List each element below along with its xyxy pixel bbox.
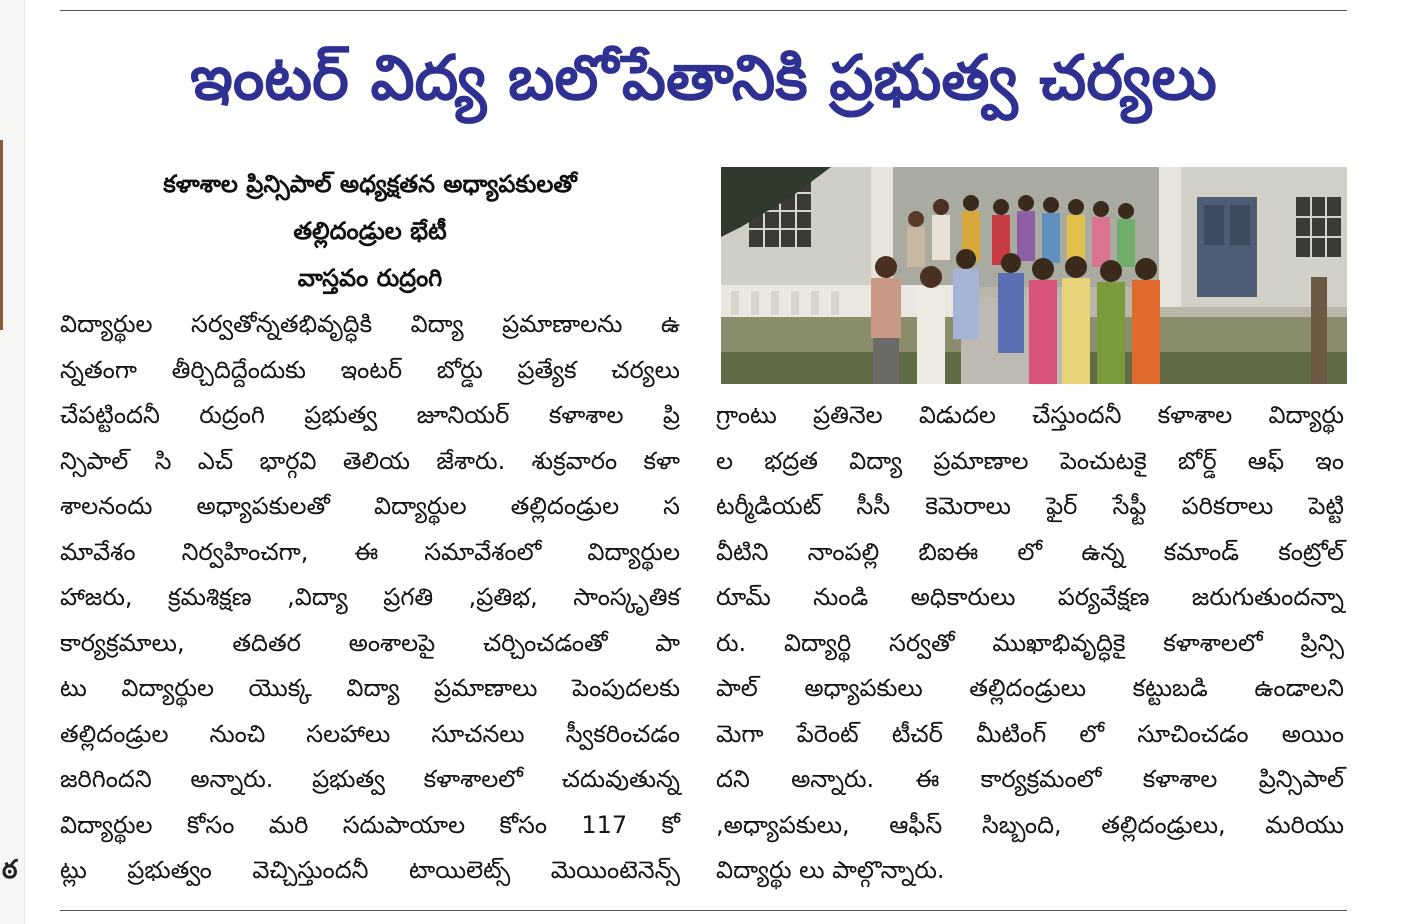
body-line: విద్యార్థుల సర్వతోన్నతభివృద్ధికి విద్యా ప్రమాణాలను ఉ xyxy=(60,310,680,338)
body-line: న్నతంగా తీర్చిదిద్దేందుకు ఇంటర్ బోర్డు ప్రత్యేక చర్యలు xyxy=(60,355,680,384)
body-line: చేపట్టిందనీ రుద్రంగి ప్రభుత్వ జూనియర్ కళాశాల ప్రి xyxy=(60,401,680,429)
body-line: శాలనందు అధ్యాపకులతో విద్యార్థుల తల్లిదండ్రుల స xyxy=(60,492,680,520)
body-line: తల్లిదండ్రుల నుంచి సలహాలు సూచనలు స్వీకరించడం xyxy=(60,719,680,748)
body-line: ట్లు ప్రభుత్వం వెచ్చిస్తుందనీ టాయిలెట్స్ మెయింటెనెన్స్ xyxy=(60,856,680,884)
body-line: వీటిని నాంపల్లి బిఐఈ లో ఉన్న కమాండ్ కంట్రోల్ xyxy=(716,537,1344,566)
subhead-line-2: తల్లిదండ్రుల భేటీ xyxy=(293,217,447,245)
top-rule xyxy=(60,10,1347,11)
body-line: హాజరు, క్రమశిక్షణ ,విద్యా ప్రగతి ,ప్రతిభ, సాంస్కృతిక xyxy=(60,583,680,611)
bottom-rule xyxy=(60,910,1347,911)
body-line: విద్యార్థు లు పాల్గొన్నారు. xyxy=(716,856,945,884)
body-line: రు. విద్యార్థి సర్వతో ముఖాభివృద్ధికై కళాశాలలో ప్రిన్సి xyxy=(716,628,1344,657)
article-body-left-column xyxy=(60,302,680,894)
body-line: న్సిపాల్ సి ఎచ్ భార్గవి తెలియ జేశారు. శుక్రవారం కళా xyxy=(60,446,680,475)
adjacent-text-fragment: ఠ xyxy=(2,855,18,885)
news-photo-group xyxy=(721,167,1347,384)
body-line: పాల్ అధ్యాపకులు తల్లిదండ్రులు కట్టుబడి ఉండాలని xyxy=(716,674,1344,702)
body-line: మావేశం నిర్వహించగా, ఈ సమావేశంలో విద్యార్థుల xyxy=(60,537,680,566)
body-line: విద్యార్థుల కోసం మరి సదుపాయాల కోసం 117 కో xyxy=(60,810,680,839)
body-line: దని అన్నారు. ఈ కార్యక్రమంలో కళాశాల ప్రిన్సిపాల్ xyxy=(716,765,1344,793)
adjacent-image-edge xyxy=(0,140,3,330)
body-line: జరిగిందని అన్నారు. ప్రభుత్వ కళాశాలలో చదువుతున్న xyxy=(60,765,680,793)
body-line: మెగా పేరెంట్ టీచర్ మీటింగ్ లో సూచించడం అయిం xyxy=(716,719,1344,748)
body-line: ల భద్రత విద్యా ప్రమాణాల పెంచుటకై బోర్డ్ ఆఫ్ ఇం xyxy=(716,446,1344,475)
body-line: రూమ్ నుండి అధికారులు పర్యవేక్షణ జరుగుతుందన్నా xyxy=(716,583,1344,611)
body-line: కార్యక్రమాలు, తదితర అంశాలపై చర్చించడంతో పా xyxy=(60,628,680,657)
body-line: టర్మీడియట్ సీసీ కెమెరాలు ఫైర్ సేఫ్టీ పరికరాలు పెట్టి xyxy=(716,492,1344,520)
article-body-right-column xyxy=(716,393,1344,894)
subhead-line-1: కళాశాల ప్రిన్సిపాల్ అధ్యక్షతన అధ్యాపకులతో xyxy=(163,170,577,198)
headline: ఇంటర్ విద్య బలోపేతానికి ప్రభుత్వ చర్యలు xyxy=(190,41,1217,114)
adjacent-column-edge xyxy=(0,0,25,924)
body-line: గ్రాంటు ప్రతినెల విడుదల చేస్తుందనీ కళాశాల విద్యార్థు xyxy=(716,401,1344,429)
body-line: ,అధ్యాపకులు, ఆఫీస్ సిబ్బంది, తల్లిదండ్రులు, మరియు xyxy=(716,810,1344,839)
dateline: వాస్తవం రుద్రంగి xyxy=(297,264,443,292)
body-line: టు విద్యార్థుల యొక్క విద్యా ప్రమాణాలు పెంపుదలకు xyxy=(60,674,680,702)
